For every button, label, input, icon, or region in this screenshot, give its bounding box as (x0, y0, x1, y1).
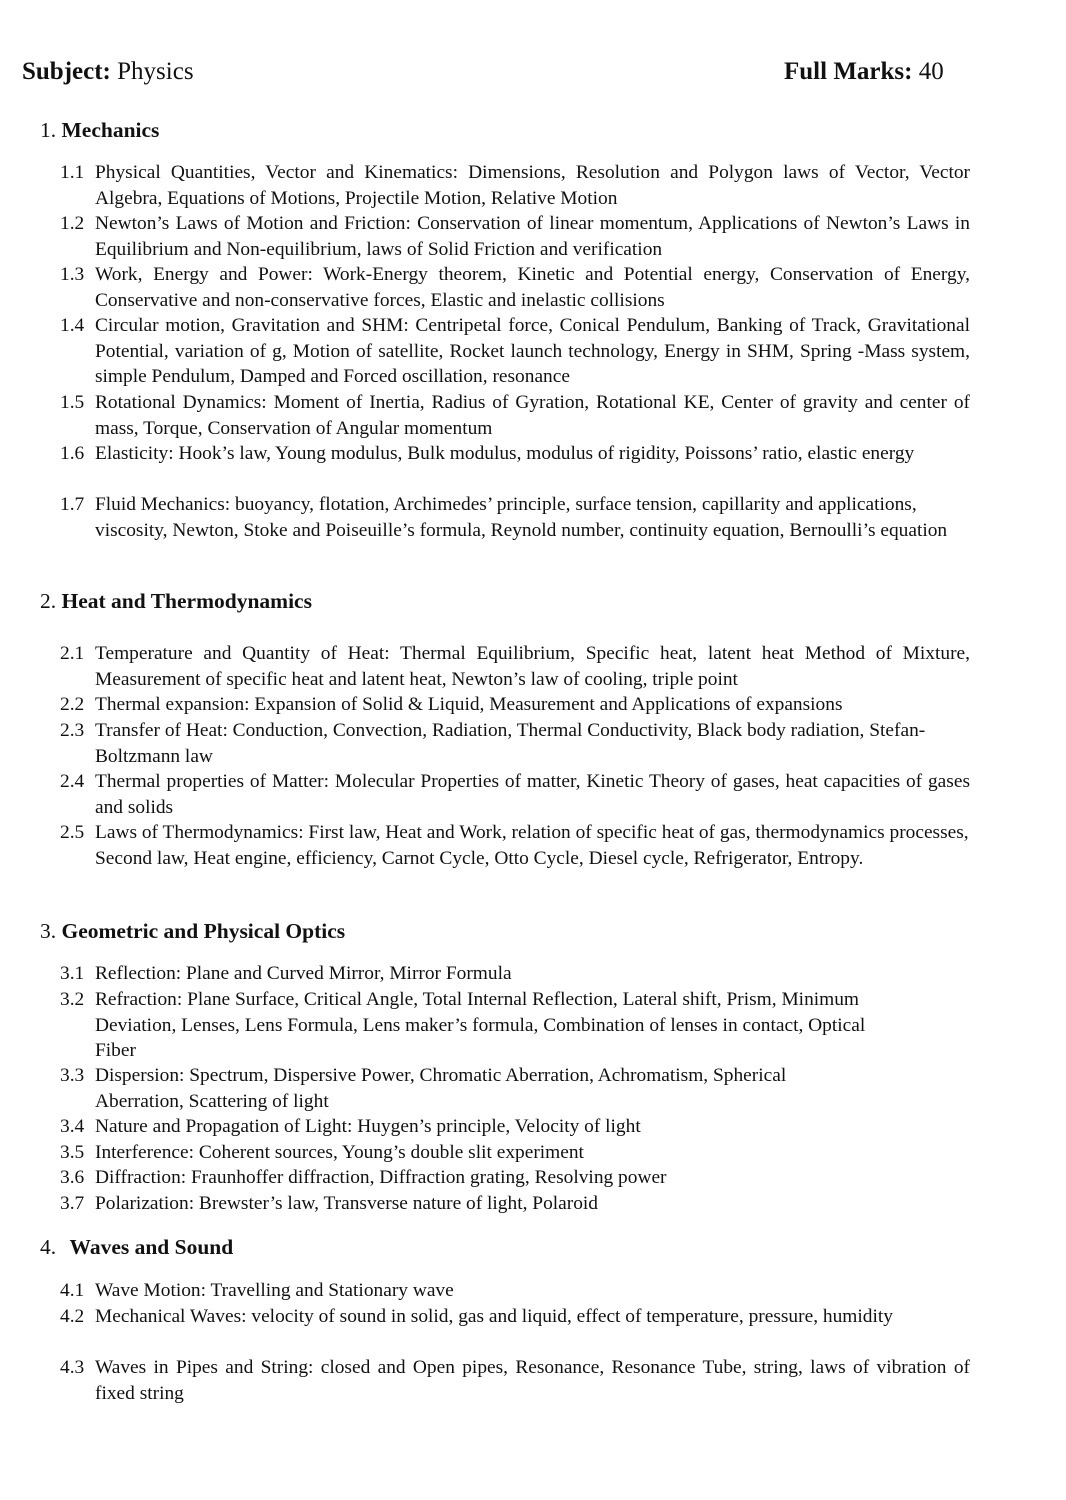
section-number: 4. (40, 1235, 57, 1259)
item-text: Nature and Propagation of Light: Huygen’s principle, Velocity of light (95, 1116, 641, 1137)
item-number: 1.3 (60, 264, 85, 285)
item-text: Refraction: Plane Surface, Critical Angle, Total Internal Reflection, Lateral shift, Prism, Minimum Deviation, Lenses, Lens Formula, Lens maker’s formula, Combination of lenses in contact, Optical Fiber (95, 989, 866, 1062)
item-number: 1.2 (60, 213, 85, 234)
list-item (60, 987, 890, 1064)
item-number: 4.1 (60, 1280, 85, 1301)
list-item (60, 390, 970, 441)
full-marks-label: Full Marks: (784, 58, 913, 85)
section-heading (40, 1235, 233, 1260)
item-text: Newton’s Laws of Motion and Friction: Conservation of linear momentum, Applications of Newton’s Laws in Equilibrium and Non-equilibrium, laws of Solid Friction and verification (95, 213, 970, 260)
item-text: Elasticity: Hook’s law, Young modulus, Bulk modulus, modulus of rigidity, Poissons’ ratio, elastic energy (95, 443, 915, 464)
list-item (60, 262, 970, 313)
item-text: Physical Quantities, Vector and Kinematics: Dimensions, Resolution and Polygon laws of Vector, Vector Algebra, Equations of Motions, Projectile Motion, Relative Motion (95, 162, 970, 209)
item-text: Diffraction: Fraunhoffer diffraction, Diffraction grating, Resolving power (95, 1167, 667, 1188)
list-item (60, 313, 970, 390)
section-title: Mechanics (61, 118, 160, 142)
section-title: Heat and Thermodynamics (61, 589, 312, 613)
item-number: 3.7 (60, 1193, 85, 1214)
list-item (60, 1165, 970, 1191)
list-item (60, 1355, 970, 1406)
item-text: Wave Motion: Travelling and Stationary wave (95, 1280, 454, 1301)
item-text: Laws of Thermodynamics: First law, Heat and Work, relation of specific heat of gas, thermodynamics processes, Second law, Heat engine, efficiency, Carnot Cycle, Otto Cycle, Diesel cycle, Refrigerator, Entropy. (95, 822, 969, 869)
item-text: Waves in Pipes and String: closed and Open pipes, Resonance, Resonance Tube, string, laws of vibration of fixed string (95, 1357, 970, 1404)
subject-heading (22, 58, 194, 86)
list-item (60, 820, 970, 871)
list-item (60, 641, 970, 692)
item-text: Thermal properties of Matter: Molecular Properties of matter, Kinetic Theory of gases, heat capacities of gases and solids (95, 771, 970, 818)
item-text: Circular motion, Gravitation and SHM: Centripetal force, Conical Pendulum, Banking of Track, Gravitational Potential, variation of g, Motion of satellite, Rocket launch technology, Energy in SHM, Spring -Mass system, simple Pendulum, Damped and Forced oscillation, resonance (95, 315, 970, 388)
item-number: 3.2 (60, 989, 85, 1010)
item-number: 3.6 (60, 1167, 85, 1188)
item-number: 1.4 (60, 315, 85, 336)
list-item (60, 441, 970, 467)
item-number: 1.7 (60, 494, 85, 515)
item-number: 1.6 (60, 443, 85, 464)
item-number: 1.1 (60, 162, 85, 183)
full-marks-value: 40 (918, 58, 944, 85)
list-item (60, 1304, 970, 1330)
list-item (60, 718, 970, 769)
section-heading (40, 919, 345, 944)
item-text: Dispersion: Spectrum, Dispersive Power, Chromatic Aberration, Achromatism, Spherical Aberration, Scattering of light (95, 1065, 787, 1112)
section-heading (40, 589, 312, 614)
full-marks-heading (784, 58, 944, 86)
section-title: Geometric and Physical Optics (61, 919, 346, 943)
item-text: Reflection: Plane and Curved Mirror, Mirror Formula (95, 963, 512, 984)
item-number: 3.1 (60, 963, 85, 984)
list-item (60, 769, 970, 820)
section-number: 1. (40, 118, 57, 142)
item-number: 4.2 (60, 1306, 85, 1327)
list-item (60, 1114, 970, 1140)
item-number: 4.3 (60, 1357, 85, 1378)
list-item (60, 492, 970, 543)
item-text: Interference: Coherent sources, Young’s double slit experiment (95, 1142, 584, 1163)
item-number: 3.5 (60, 1142, 85, 1163)
item-number: 3.4 (60, 1116, 85, 1137)
section-number: 3. (40, 919, 57, 943)
item-number: 3.3 (60, 1065, 85, 1086)
list-item (60, 160, 970, 211)
item-text: Work, Energy and Power: Work-Energy theorem, Kinetic and Potential energy, Conservation of Energy, Conservative and non-conservative forces, Elastic and inelastic collisions (95, 264, 970, 311)
item-text: Fluid Mechanics: buoyancy, flotation, Archimedes’ principle, surface tension, capillarity and applications, viscosity, Newton, Stoke and Poiseuille’s formula, Reynold number, continuity equation, Bernoulli’s equation (95, 494, 948, 541)
item-number: 2.4 (60, 771, 85, 792)
item-number: 1.5 (60, 392, 85, 413)
item-number: 2.5 (60, 822, 85, 843)
section-title: Waves and Sound (69, 1235, 234, 1259)
item-text: Temperature and Quantity of Heat: Thermal Equilibrium, Specific heat, latent heat Method of Mixture, Measurement of specific heat and latent heat, Newton’s law of cooling, triple point (95, 643, 970, 690)
list-item (60, 1191, 970, 1217)
item-text: Transfer of Heat: Conduction, Convection, Radiation, Thermal Conductivity, Black body radiation, Stefan- Boltzmann law (95, 720, 926, 767)
item-text: Mechanical Waves: velocity of sound in solid, gas and liquid, effect of temperature, pressure, humidity (95, 1306, 893, 1327)
section-heading (40, 118, 159, 143)
list-item (60, 1140, 970, 1166)
item-text: Polarization: Brewster’s law, Transverse nature of light, Polaroid (95, 1193, 598, 1214)
item-text: Rotational Dynamics: Moment of Inertia, Radius of Gyration, Rotational KE, Center of gravity and center of mass, Torque, Conservation of Angular momentum (95, 392, 970, 439)
list-item (60, 1278, 970, 1304)
item-number: 2.2 (60, 694, 85, 715)
list-item (60, 211, 970, 262)
section-number: 2. (40, 589, 57, 613)
item-number: 2.1 (60, 643, 85, 664)
list-item (60, 692, 970, 718)
item-text: Thermal expansion: Expansion of Solid & Liquid, Measurement and Applications of expansions (95, 694, 843, 715)
list-item (60, 961, 970, 987)
subject-value: Physics (117, 58, 194, 85)
item-number: 2.3 (60, 720, 85, 741)
list-item (60, 1063, 820, 1114)
subject-label: Subject: (22, 58, 111, 85)
